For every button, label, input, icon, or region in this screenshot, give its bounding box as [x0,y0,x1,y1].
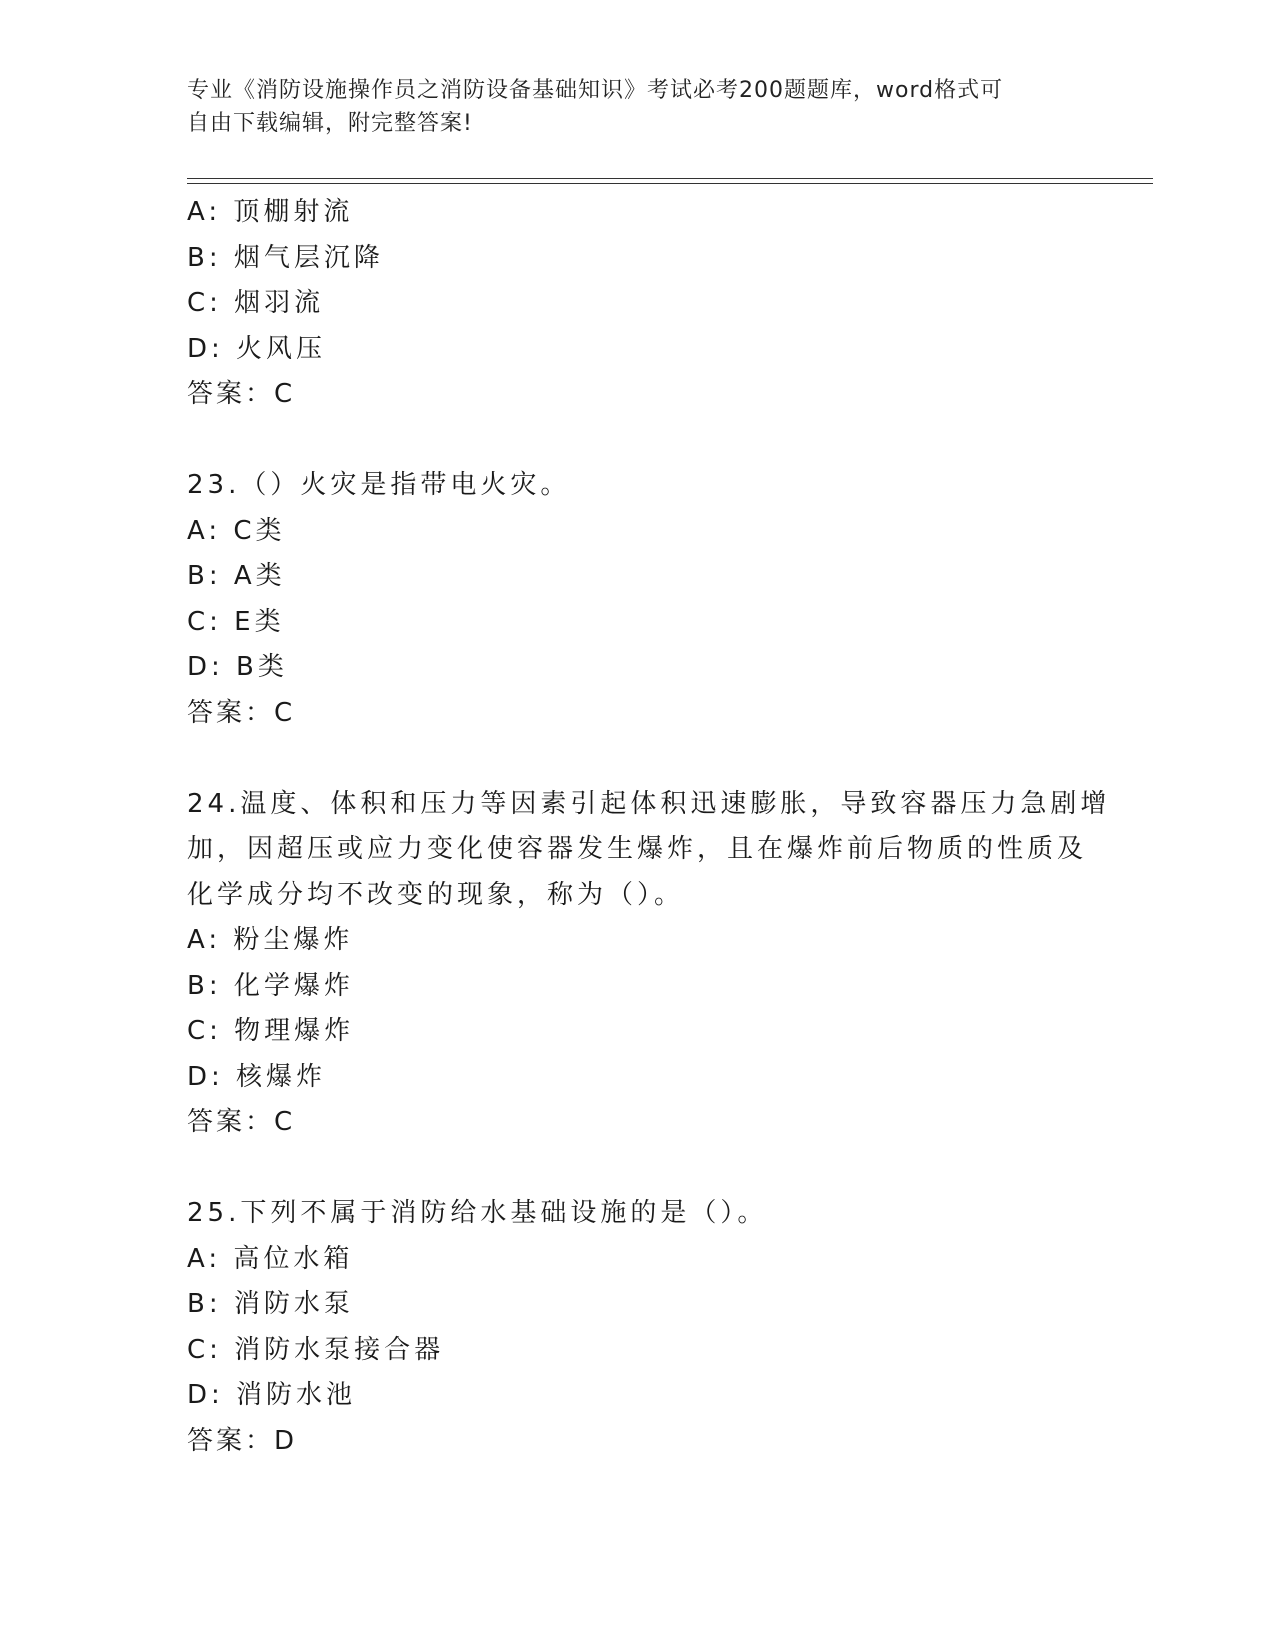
option-a: A: 顶棚射流 [187,197,354,227]
option-c: C: 消防水泵接合器 [187,1334,445,1365]
option-c: C: E类 [187,606,285,637]
question-stem-line-3: 化学成分均不改变的现象，称为（）。 [187,879,685,910]
question-stem-line-1: 24.温度、体积和压力等因素引起体积迅速膨胀，导致容器压力急剧增 [187,788,1111,819]
header-line-2: 自由下载编辑，附完整答案! [187,111,473,136]
question-stem: 23.（）火灾是指带电火灾。 [187,470,571,500]
header-line-1: 专业《消防设施操作员之消防设备基础知识》考试必考200题题库，word格式可 [187,78,1004,103]
answer-line: 答案：D [187,1425,298,1456]
option-d: D: 核爆炸 [187,1061,327,1092]
option-d: D: 火风压 [187,333,327,364]
header-divider-top [187,178,1153,179]
question-list [187,190,1111,1464]
option-b: B: 烟气层沉降 [187,242,384,273]
question-24 [187,782,1111,1146]
question-25 [187,1191,1087,1464]
option-a: A: 高位水箱 [187,1243,354,1274]
option-d: D: 消防水池 [187,1380,357,1410]
answer-line: 答案：C [187,1107,296,1137]
option-a: A: 粉尘爆炸 [187,925,354,955]
spacer [187,736,1087,782]
spacer [187,418,1087,464]
spacer [187,1146,1087,1192]
question-stem-line-2: 加，因超压或应力变化使容器发生爆炸，且在爆炸前后物质的性质及 [187,834,1088,864]
question-stem: 25.下列不属于消防给水基础设施的是（）。 [187,1198,768,1228]
question-22 [187,190,1087,418]
option-c: C: 烟羽流 [187,288,325,318]
option-b: B: 化学爆炸 [187,970,354,1001]
option-d: D: B类 [187,652,288,682]
question-23 [187,463,1087,736]
option-b: B: A类 [187,561,286,591]
header-divider-bottom [187,183,1153,184]
document-header [187,74,1087,140]
answer-line: 答案：C [187,379,296,409]
answer-line: 答案：C [187,697,296,728]
option-b: B: 消防水泵 [187,1289,354,1319]
option-a: A: C类 [187,515,286,546]
option-c: C: 物理爆炸 [187,1016,355,1046]
